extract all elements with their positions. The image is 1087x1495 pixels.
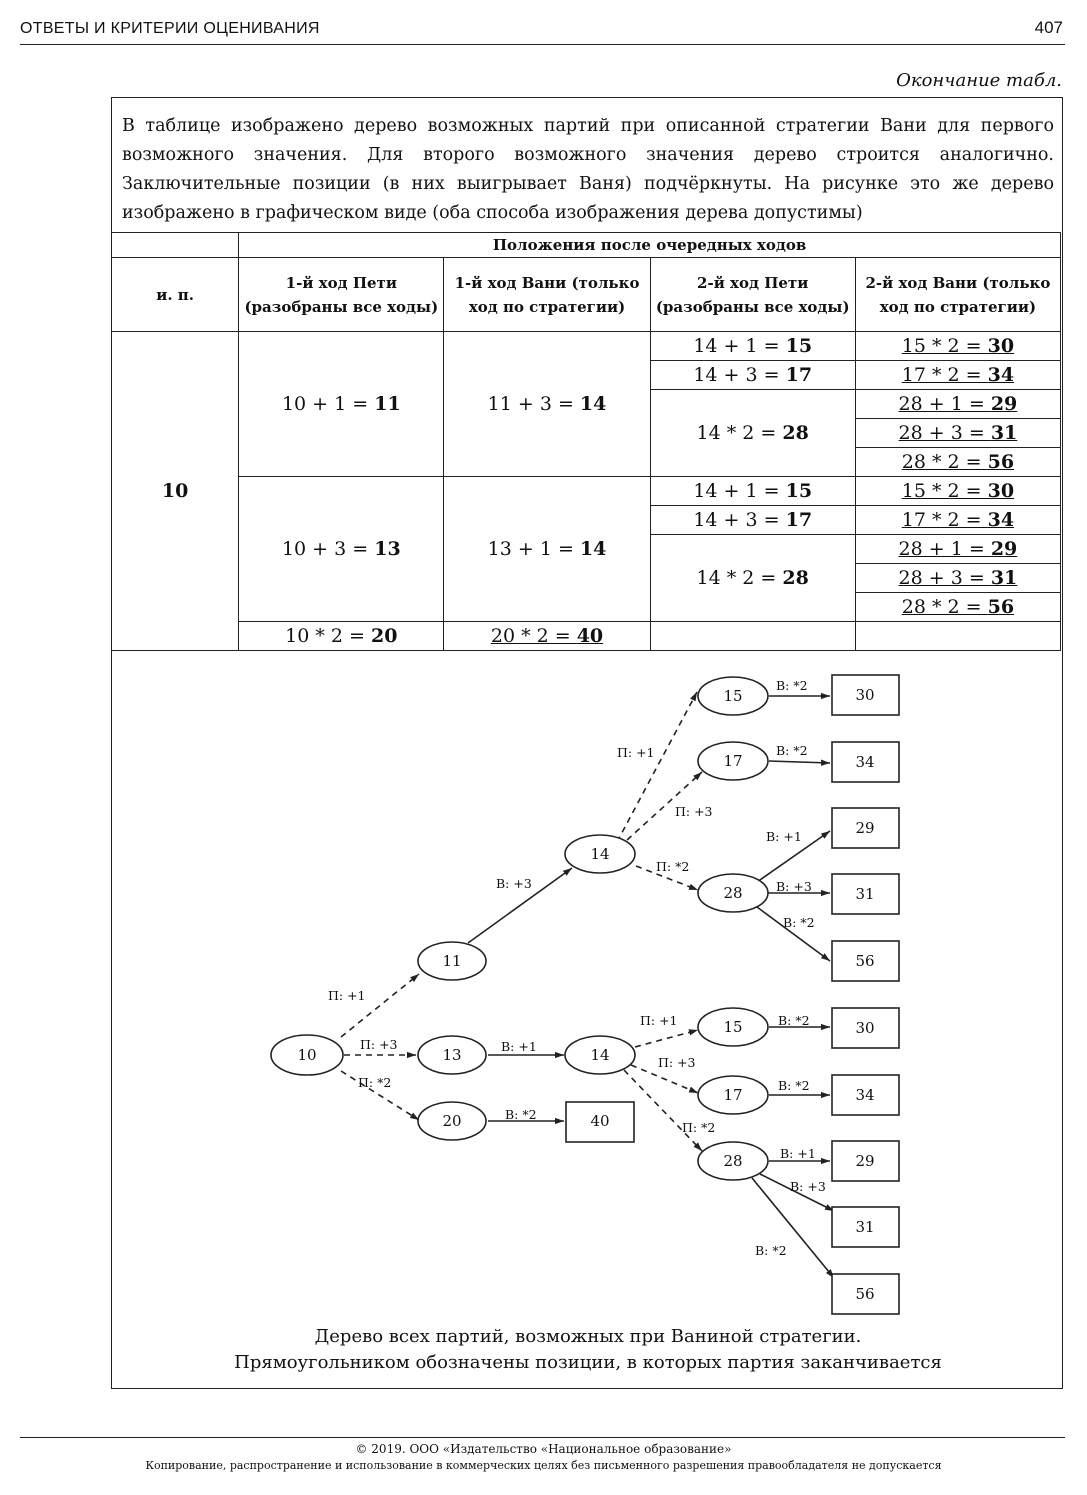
figure-caption	[112, 1324, 1064, 1376]
node-label: 10	[297, 1046, 317, 1064]
edge-label: В: +3	[776, 879, 812, 894]
vanya-final-move-cell: 28 * 2 = 56	[855, 593, 1060, 622]
edge-label: В: *2	[776, 678, 808, 693]
edge-label: В: *2	[778, 1078, 810, 1093]
node-label: 13	[442, 1046, 462, 1064]
petya-second-move-cell: 14 * 2 = 28	[650, 390, 855, 477]
group-header: Положения после очередных ходов	[239, 233, 1061, 258]
caption-line: Дерево всех партий, возможных при Ваниной стратегии.	[314, 1326, 862, 1347]
edge-label: П: +3	[658, 1055, 696, 1070]
node-label: 30	[855, 1019, 875, 1037]
vanya-final-move-cell: 28 * 2 = 56	[855, 448, 1060, 477]
node-label: 31	[855, 1218, 875, 1236]
vanya-final-move-cell: 17 * 2 = 34	[855, 361, 1060, 390]
node-label: 34	[855, 753, 875, 771]
vanya-move-cell: 13 + 1 = 14	[444, 477, 650, 622]
petya-second-move-cell: 14 * 2 = 28	[650, 535, 855, 622]
vanya-final-move-cell: 15 * 2 = 30	[855, 332, 1060, 361]
column-header: 1-й ход Пети (разобраны все ходы)	[239, 258, 444, 332]
petya-move-cell: 10 + 1 = 11	[239, 332, 444, 477]
column-header: 2-й ход Вани (только ход по стратегии)	[855, 258, 1060, 332]
edge-vanya-a17-34	[769, 761, 830, 763]
node-label: 20	[442, 1112, 462, 1130]
edge-label: В: *2	[776, 743, 808, 758]
edge-label: В: *2	[778, 1013, 810, 1028]
node-label: 14	[590, 1046, 610, 1064]
vanya-final-move-cell: 28 + 1 = 29	[855, 390, 1060, 419]
edge-label: В: *2	[505, 1107, 537, 1122]
edge-petya-10-11	[341, 974, 419, 1037]
edge-label: П: +1	[328, 988, 366, 1003]
edge-label: В: +1	[766, 829, 802, 844]
petya-second-move-cell: 14 + 1 = 15	[650, 332, 855, 361]
intro-paragraph: В таблице изображено дерево возможных партий при описанной стратегии Вани для первого возможного значения. Для второго возможного значения дерево строится аналогично. Заключительные позиции (в них выигрывает Ваня) подчёркнуты. На рисунке это же дерево изображено в графическом виде (оба способа изображения дерева допустимы)	[122, 116, 1054, 223]
node-label: 29	[855, 819, 875, 837]
column-header: 2-й ход Пети (разобраны все ходы)	[650, 258, 855, 332]
edge-petya-b14-28	[624, 1070, 702, 1151]
footer-divider	[20, 1437, 1065, 1438]
vanya-final-move-cell: 28 + 1 = 29	[855, 535, 1060, 564]
vanya-final-move-cell: 28 + 3 = 31	[855, 419, 1060, 448]
game-tree-diagram	[112, 98, 1062, 1323]
node-label: 14	[590, 845, 610, 863]
vanya-move-cell: 20 * 2 = 40	[444, 622, 650, 651]
footer-copyright: © 2019. ООО «Издательство «Национальное образование»	[355, 1442, 732, 1456]
petya-move-cell: 10 * 2 = 20	[239, 622, 444, 651]
node-label: 34	[855, 1086, 875, 1104]
answer-frame	[111, 97, 1063, 1389]
edge-label: В: *2	[755, 1243, 787, 1258]
petya-second-move-cell: 14 + 1 = 15	[650, 477, 855, 506]
initial-position-cell: 10	[112, 332, 239, 651]
node-label: 56	[855, 1285, 875, 1303]
petya-second-move-cell: 14 + 3 = 17	[650, 361, 855, 390]
node-label: 11	[442, 952, 462, 970]
caption-line: Прямоугольником обозначены позиции, в которых партия заканчивается	[234, 1352, 942, 1373]
node-label: 17	[723, 1086, 743, 1104]
node-label: 31	[855, 885, 875, 903]
edge-label: В: +3	[790, 1179, 826, 1194]
column-header: и. п.	[112, 258, 239, 332]
edge-label: П: +3	[675, 804, 713, 819]
edge-label: В: +3	[496, 876, 532, 891]
vanya-final-move-cell: 28 + 3 = 31	[855, 564, 1060, 593]
node-label: 15	[723, 1018, 743, 1036]
edge-label: П: *2	[656, 859, 690, 874]
node-label: 15	[723, 687, 743, 705]
node-label: 29	[855, 1152, 875, 1170]
header-title: ОТВЕТЫ И КРИТЕРИИ ОЦЕНИВАНИЯ	[20, 20, 320, 37]
page-number: 407	[1034, 18, 1063, 37]
edge-label: П: *2	[682, 1120, 716, 1135]
node-label: 56	[855, 952, 875, 970]
petya-second-move-cell: 14 + 3 = 17	[650, 506, 855, 535]
edge-label: П: *2	[358, 1075, 392, 1090]
edge-petya-a14-15	[617, 692, 697, 842]
node-label: 30	[855, 686, 875, 704]
edge-petya-b14-15	[635, 1030, 698, 1047]
edge-label: П: +1	[640, 1013, 678, 1028]
edge-label: В: +1	[780, 1146, 816, 1161]
edge-label: В: +1	[501, 1039, 537, 1054]
node-label: 40	[590, 1112, 610, 1130]
column-header: 1-й ход Вани (только ход по стратегии)	[444, 258, 650, 332]
petya-move-cell: 10 + 3 = 13	[239, 477, 444, 622]
node-label: 17	[723, 752, 743, 770]
footer-notice: Копирование, распространение и использование в коммерческих целях без письменного разрешения правообладателя не допускается	[145, 1459, 942, 1472]
vanya-final-move-cell: 15 * 2 = 30	[855, 477, 1060, 506]
vanya-final-move-cell: 17 * 2 = 34	[855, 506, 1060, 535]
edge-label: П: +3	[360, 1037, 398, 1052]
vanya-move-cell: 11 + 3 = 14	[444, 332, 650, 477]
node-label: 28	[723, 1152, 743, 1170]
edge-label: П: +1	[617, 745, 655, 760]
node-label: 28	[723, 884, 743, 902]
edge-label: В: *2	[783, 915, 815, 930]
table-continuation-label: Окончание табл.	[896, 70, 1062, 91]
running-header	[20, 18, 1065, 45]
